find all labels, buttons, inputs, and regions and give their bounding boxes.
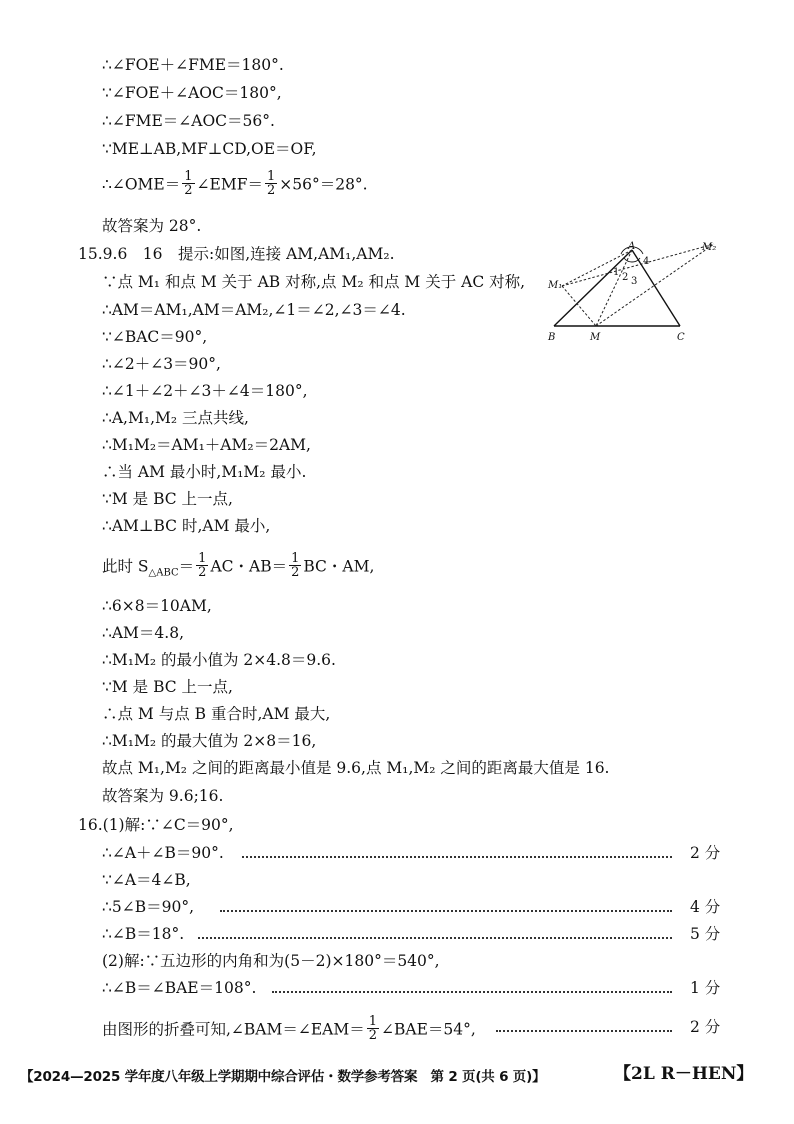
- page-footer: 【2024—2025 学年度八年级上学期期中综合评估・数学参考答案 第 2 页(共 6 页)】: [20, 1069, 546, 1085]
- text-line: ∴当 AM 最小时,M₁M₂ 最小.: [102, 463, 307, 481]
- text-line: ∴5∠B＝90°,: [102, 898, 195, 916]
- fraction-numerator: 1: [266, 169, 276, 184]
- text-line: (2)解:∵五边形的内角和为(5－2)×180°＝540°,: [102, 952, 440, 970]
- fraction-denominator: 2: [198, 565, 207, 580]
- label-m: M: [590, 332, 601, 343]
- question-16-header: 16.(1)解:∵∠C＝90°,: [78, 816, 234, 834]
- fraction-half: [265, 170, 277, 197]
- fraction-line-area: [102, 551, 375, 584]
- text-line: ∴AM＝4.8,: [102, 624, 185, 642]
- text-line: ∴∠B＝∠BAE＝108°.: [102, 979, 257, 997]
- fraction-half: [367, 1015, 379, 1042]
- fraction-line-ome: [102, 169, 368, 199]
- leader-dots: [272, 991, 672, 993]
- segment-am: [596, 250, 632, 326]
- fraction-line-fold: [102, 1014, 476, 1044]
- text-line: 故答案为 28°.: [102, 217, 202, 235]
- segment-ac: [632, 250, 680, 326]
- label-m2: M₂: [702, 242, 717, 253]
- label-a: A: [628, 241, 636, 252]
- question-15-header: 15.9.6 16 提示:如图,连接 AM,AM₁,AM₂.: [78, 245, 395, 263]
- label-angle-4: 4: [643, 256, 650, 267]
- geometry-figure: [544, 240, 720, 350]
- fraction-numerator: 1: [368, 1014, 378, 1029]
- text-segment: BC・AM,: [303, 557, 375, 576]
- label-angle-3: 3: [631, 276, 638, 287]
- segment-m1m: [562, 286, 596, 326]
- leader-dots: [242, 856, 672, 858]
- text-segment: ＝: [178, 557, 195, 576]
- score-label: 2 分: [690, 844, 721, 862]
- text-line: ∴AM＝AM₁,AM＝AM₂,∠1＝∠2,∠3＝∠4.: [102, 301, 406, 319]
- text-segment: ∠BAE＝54°,: [381, 1020, 476, 1039]
- text-segment: 由图形的折叠可知,∠BAM＝∠EAM＝: [102, 1020, 365, 1039]
- leader-dots: [198, 937, 672, 939]
- text-line: ∵∠A＝4∠B,: [102, 871, 191, 889]
- text-line: ∵M 是 BC 上一点,: [102, 490, 233, 508]
- fraction-numerator: 1: [198, 551, 207, 566]
- text-line: ∴M₁M₂ 的最大值为 2×8＝16,: [102, 732, 317, 750]
- text-line: ∵∠BAC＝90°,: [102, 328, 208, 346]
- text-line: 故点 M₁,M₂ 之间的距离最小值是 9.6,点 M₁,M₂ 之间的距离最大值是 16.: [102, 759, 610, 777]
- subscript: △ABC: [148, 567, 179, 579]
- text-line: ∴AM⊥BC 时,AM 最小,: [102, 517, 271, 535]
- text-line: ∴A,M₁,M₂ 三点共线,: [102, 409, 249, 427]
- text-line: ∴6×8＝10AM,: [102, 597, 212, 615]
- edition-tag: 【2L R－HEN】: [614, 1064, 754, 1084]
- text-line: ∵ME⊥AB,MF⊥CD,OE＝OF,: [102, 140, 317, 158]
- text-line: ∴∠FME＝∠AOC＝56°.: [102, 112, 275, 130]
- text-segment: ∴∠OME＝: [102, 175, 181, 194]
- fraction-half: [182, 170, 194, 197]
- fraction-numerator: 1: [184, 169, 193, 184]
- text-line: ∴∠FOE＋∠FME＝180°.: [102, 56, 284, 74]
- segment-ab: [554, 250, 632, 326]
- score-label: 5 分: [690, 925, 721, 943]
- text-line: 故答案为 9.6;16.: [102, 787, 224, 805]
- text-segment: ∠EMF＝: [196, 175, 263, 194]
- label-c: C: [677, 332, 685, 343]
- fraction-denominator: 2: [368, 1028, 378, 1043]
- text-line: ∴M₁M₂＝AM₁＋AM₂＝2AM,: [102, 436, 311, 454]
- fraction-half: [196, 552, 208, 579]
- fraction-half: [289, 552, 301, 579]
- fraction-denominator: 2: [266, 183, 276, 198]
- label-m1: M₁: [548, 280, 563, 291]
- score-label: 2 分: [690, 1018, 721, 1036]
- segment-mm2: [596, 242, 717, 326]
- score-label: 4 分: [690, 898, 721, 916]
- text-line: ∴∠B＝18°.: [102, 925, 185, 943]
- text-line: ∵点 M₁ 和点 M 关于 AB 对称,点 M₂ 和点 M 关于 AC 对称,: [102, 273, 526, 291]
- text-segment: AC・AB＝: [210, 557, 288, 576]
- label-angle-1: 1: [613, 267, 620, 278]
- leader-dots: [496, 1030, 672, 1032]
- segment-m1m2: [562, 242, 717, 286]
- text-segment: 此时 S: [102, 557, 149, 576]
- fraction-denominator: 2: [291, 565, 300, 580]
- text-line: ∴∠1＋∠2＋∠3＋∠4＝180°,: [102, 382, 308, 400]
- fraction-numerator: 1: [291, 551, 300, 566]
- text-line: ∴∠2＋∠3＝90°,: [102, 355, 221, 373]
- text-line: ∴∠A＋∠B＝90°.: [102, 844, 224, 862]
- label-b: B: [548, 332, 556, 343]
- label-angle-2: 2: [622, 272, 629, 283]
- text-line: ∴点 M 与点 B 重合时,AM 最大,: [102, 705, 331, 723]
- leader-dots: [220, 910, 672, 912]
- text-line: ∵∠FOE＋∠AOC＝180°,: [102, 84, 282, 102]
- text-line: ∵M 是 BC 上一点,: [102, 678, 233, 696]
- score-label: 1 分: [690, 979, 721, 997]
- text-line: ∴M₁M₂ 的最小值为 2×4.8＝9.6.: [102, 651, 336, 669]
- text-segment: ×56°＝28°.: [279, 175, 368, 194]
- fraction-denominator: 2: [184, 183, 193, 198]
